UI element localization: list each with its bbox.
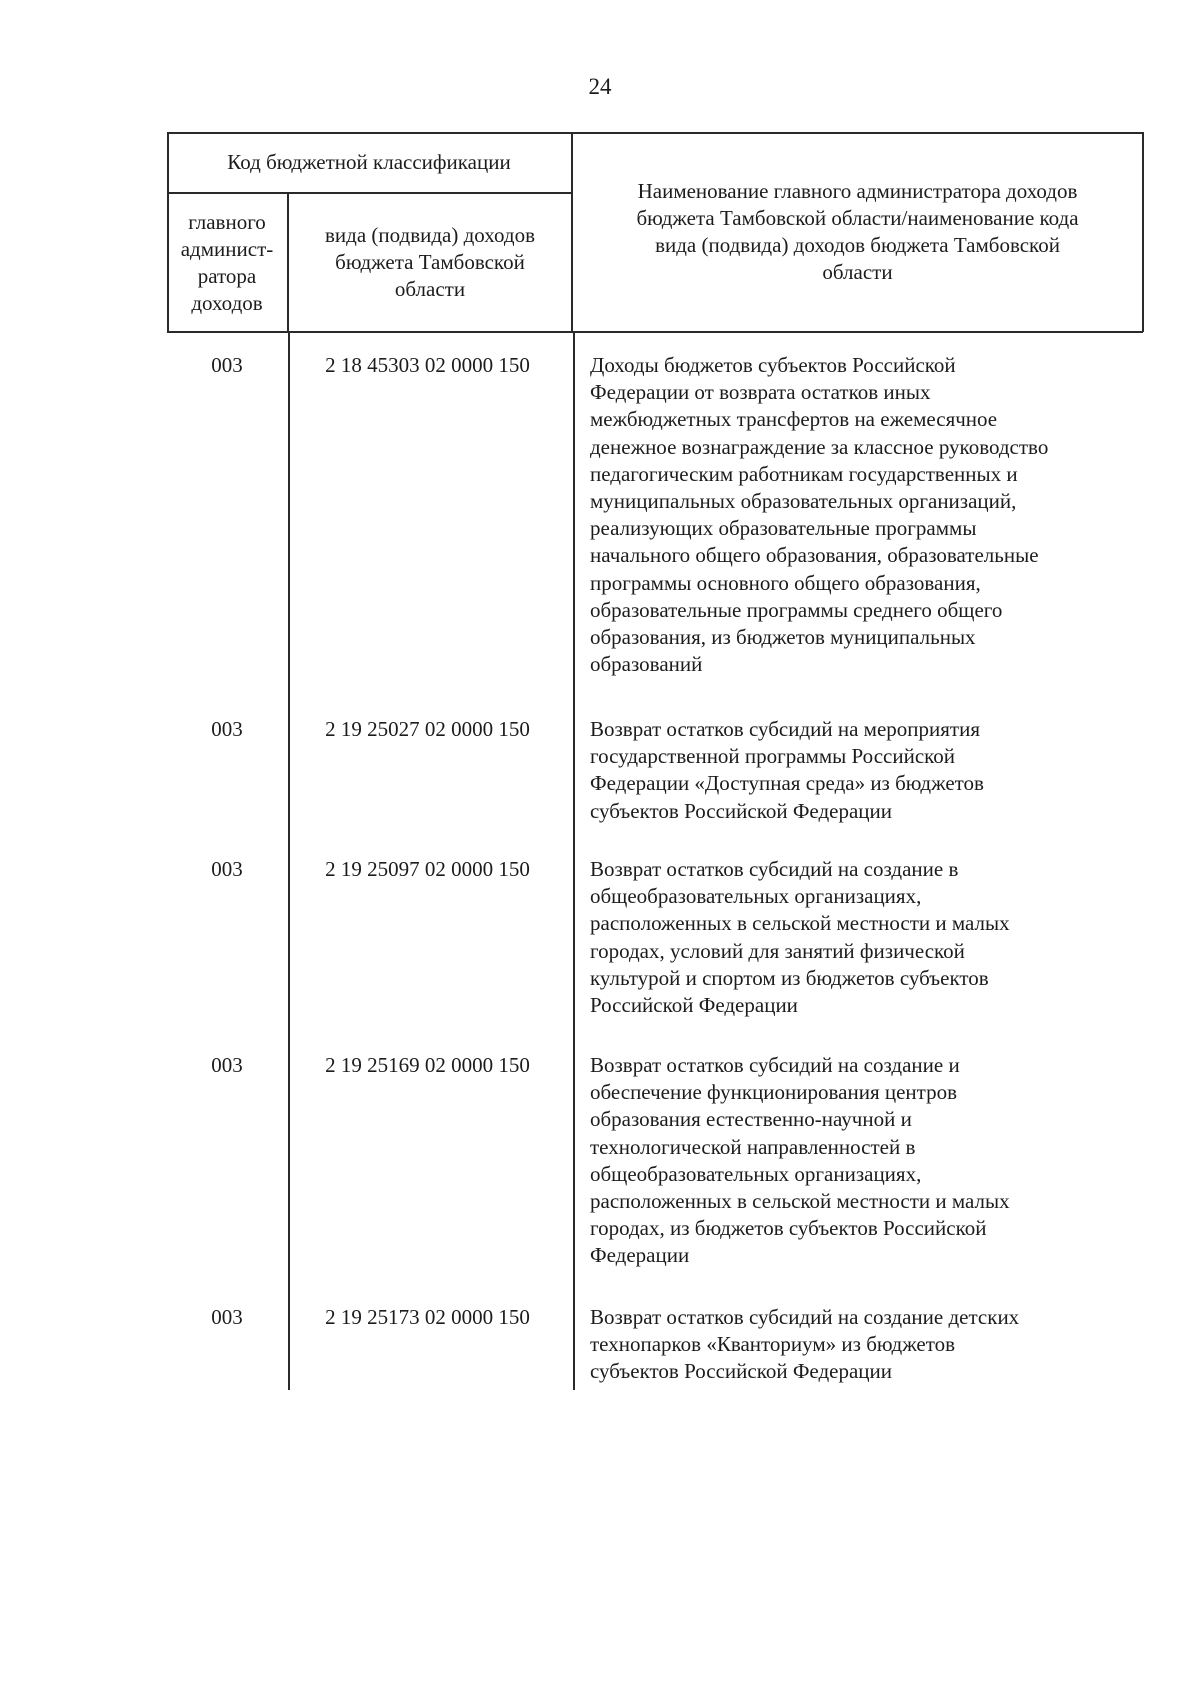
row-name-line: Возврат остатков субсидий на создание и — [590, 1053, 960, 1077]
row-name-line: педагогическим работникам государственных и — [590, 461, 1018, 486]
row-name-line: денежное вознаграждение за классное руководство — [590, 434, 1049, 459]
row-name-line: муниципальных образовательных организаций, — [590, 489, 1017, 514]
header-col-code-line: вида (подвида) доходов — [325, 223, 535, 247]
row-name-line: обеспечение функционирования центров — [590, 1080, 958, 1105]
row-name-line: государственной программы Российской — [590, 744, 956, 769]
row-name-line: общеобразовательных организациях, — [590, 884, 922, 909]
header-col-admin-line: ратора — [197, 263, 257, 288]
row-name-line: Федерации «Доступная среда» из бюджетов — [590, 771, 984, 796]
header-col-admin-line: админист- — [180, 236, 274, 261]
header-col-code-line: бюджета Тамбовской — [335, 250, 525, 274]
row-name-line: городах, условий для занятий физической — [590, 938, 965, 963]
header-col-name — [573, 132, 1142, 331]
row-admin-code: 003 — [211, 717, 243, 741]
row-name-line: образовательные программы среднего общего — [590, 597, 1003, 622]
row-name-line: городах, из бюджетов субъектов Российской — [590, 1216, 987, 1241]
row-name-line: субъектов Российской Федерации — [590, 798, 893, 823]
row-income-code: 2 19 25097 02 0000 150 — [325, 857, 530, 881]
row-income-code: 2 19 25173 02 0000 150 — [325, 1305, 530, 1329]
row-name-line: технологической направленностей в — [590, 1134, 916, 1159]
row-admin-code: 003 — [211, 1305, 243, 1329]
header-col-name-line: Наименование главного администратора доходов — [637, 178, 1078, 203]
header-col-name-line: области — [822, 259, 893, 284]
header-col-code — [289, 194, 571, 331]
row-name-line: расположенных в сельской местности и малых — [590, 911, 1010, 936]
body-name-separator — [573, 332, 575, 1390]
row-income-code: 2 18 45303 02 0000 150 — [325, 353, 530, 377]
header-col-name-line: вида (подвида) доходов бюджета Тамбовской — [655, 232, 1060, 257]
row-name-line: межбюджетных трансфертов на ежемесячное — [590, 407, 998, 432]
row-name-line: Возврат остатков субсидий на мероприятия — [590, 717, 981, 741]
header-group-title: Код бюджетной классификации — [227, 149, 511, 174]
row-name-line: субъектов Российской Федерации — [590, 1359, 893, 1384]
header-col-admin — [167, 194, 287, 331]
row-name-line: образований — [590, 652, 703, 677]
row-income-code: 2 19 25169 02 0000 150 — [325, 1053, 530, 1077]
row-name-line: Возврат остатков субсидий на создание детских — [590, 1305, 1020, 1329]
row-income-code: 2 19 25027 02 0000 150 — [325, 717, 530, 741]
table-header — [167, 132, 1143, 332]
row-name — [590, 1304, 1135, 1386]
row-name-line: Доходы бюджетов субъектов Российской — [590, 353, 956, 377]
row-name-line: Российской Федерации — [590, 993, 798, 1018]
row-name-line: образования естественно-научной и — [590, 1107, 912, 1132]
row-name-line: образования, из бюджетов муниципальных — [590, 625, 976, 650]
row-name-line: начального общего образования, образовательные — [590, 543, 1039, 568]
header-col-admin-line: доходов — [191, 290, 263, 315]
row-name-line: расположенных в сельской местности и малых — [590, 1189, 1010, 1214]
page-number: 24 — [588, 74, 612, 99]
row-name-line: Федерации — [590, 1243, 690, 1268]
header-col-admin-line: главного — [188, 209, 266, 234]
row-name — [590, 1052, 1135, 1270]
header-right-border — [1142, 132, 1144, 332]
row-name — [590, 856, 1135, 1019]
row-name-line: общеобразовательных организациях, — [590, 1161, 922, 1186]
row-name-line: культурой и спортом из бюджетов субъектов — [590, 965, 989, 990]
row-name — [590, 716, 1135, 825]
header-bottom-border — [167, 331, 1143, 333]
row-name-line: программы основного общего образования, — [590, 570, 981, 595]
row-name-line: Федерации от возврата остатков иных — [590, 380, 931, 405]
row-name-line: Возврат остатков субсидий на создание в — [590, 857, 959, 881]
row-name-line: реализующих образовательные программы — [590, 516, 977, 541]
header-col-name-line: бюджета Тамбовской области/наименование кода — [636, 205, 1079, 230]
row-name-line: технопарков «Кванториум» из бюджетов — [590, 1332, 956, 1357]
header-col-code-line: области — [394, 277, 466, 301]
row-name — [590, 352, 1135, 678]
row-admin-code: 003 — [211, 857, 243, 881]
row-admin-code: 003 — [211, 1053, 243, 1077]
row-admin-code: 003 — [211, 353, 243, 377]
